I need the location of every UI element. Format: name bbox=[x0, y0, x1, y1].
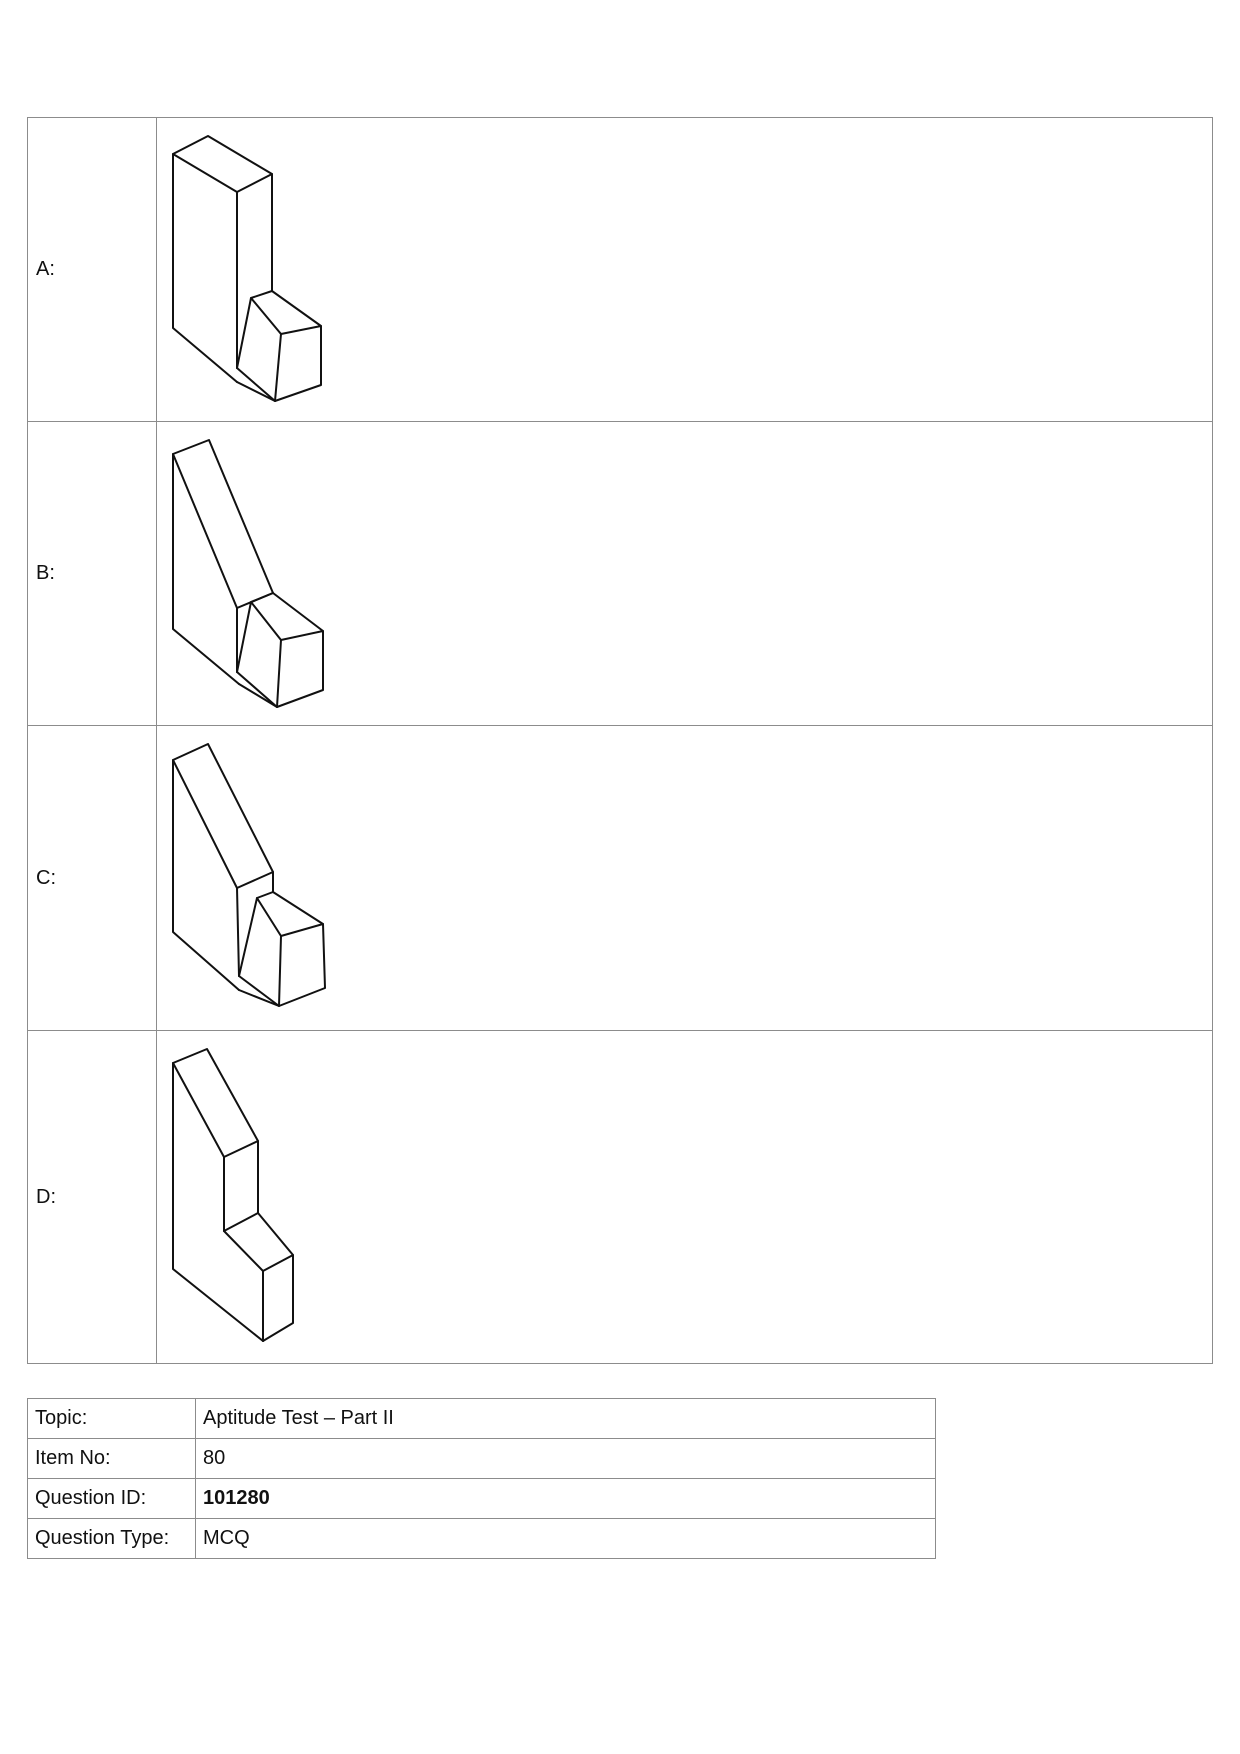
option-figure-cell bbox=[157, 1031, 1213, 1364]
meta-value: MCQ bbox=[196, 1519, 936, 1559]
meta-key: Question Type: bbox=[28, 1519, 196, 1559]
meta-value: 80 bbox=[196, 1439, 936, 1479]
option-row-a[interactable] bbox=[28, 118, 1213, 422]
isometric-block-d-icon bbox=[157, 1031, 357, 1351]
isometric-block-a-icon bbox=[157, 118, 357, 418]
isometric-block-c-icon bbox=[157, 726, 357, 1026]
isometric-block-b-icon bbox=[157, 422, 357, 722]
option-figure-cell bbox=[157, 118, 1213, 422]
meta-row-topic bbox=[28, 1399, 936, 1439]
meta-key: Topic: bbox=[28, 1399, 196, 1439]
option-label: D: bbox=[28, 1031, 157, 1364]
meta-value: Aptitude Test – Part II bbox=[196, 1399, 936, 1439]
question-meta-table bbox=[27, 1398, 936, 1559]
option-figure-cell bbox=[157, 726, 1213, 1031]
option-figure-cell bbox=[157, 422, 1213, 726]
meta-key: Item No: bbox=[28, 1439, 196, 1479]
option-label: C: bbox=[28, 726, 157, 1031]
meta-row-question-id bbox=[28, 1479, 936, 1519]
option-row-c[interactable] bbox=[28, 726, 1213, 1031]
option-row-b[interactable] bbox=[28, 422, 1213, 726]
meta-row-question-type bbox=[28, 1519, 936, 1559]
option-label: A: bbox=[28, 118, 157, 422]
option-label: B: bbox=[28, 422, 157, 726]
answer-options-table bbox=[27, 117, 1213, 1364]
meta-row-item-no bbox=[28, 1439, 936, 1479]
option-row-d[interactable] bbox=[28, 1031, 1213, 1364]
meta-key: Question ID: bbox=[28, 1479, 196, 1519]
meta-value: 101280 bbox=[196, 1479, 936, 1519]
